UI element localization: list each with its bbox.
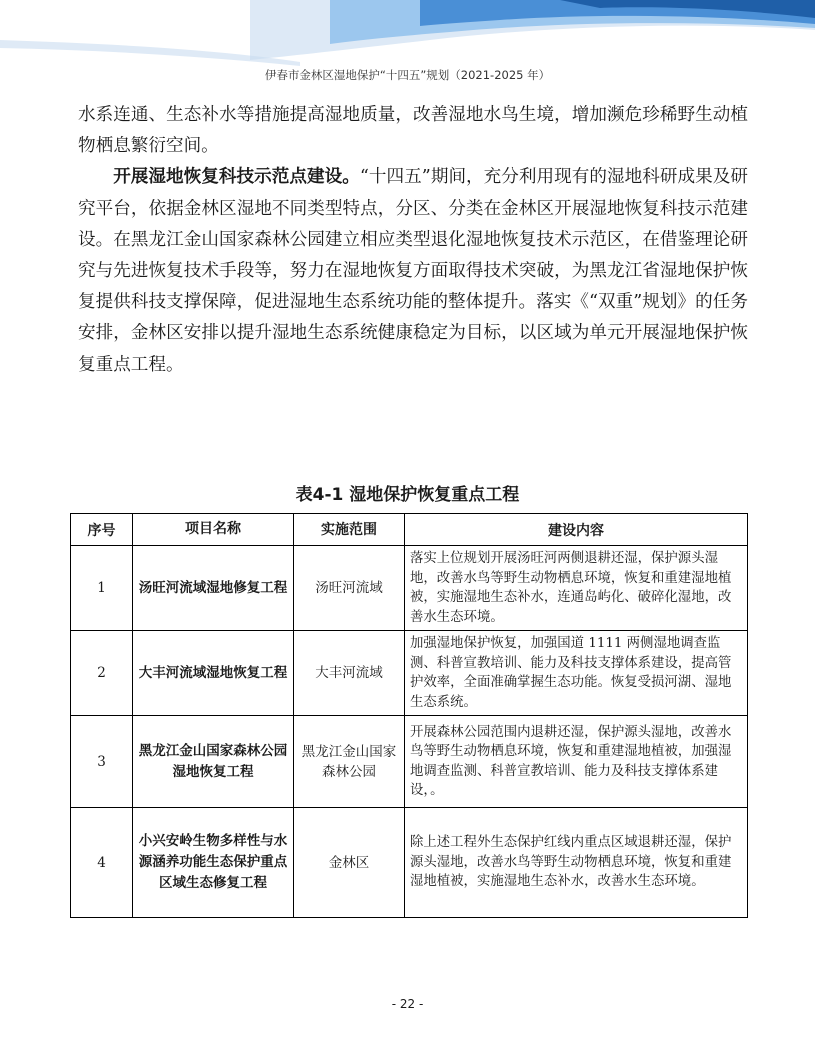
row-index: 4 [71,808,133,918]
table-row [71,546,748,631]
header-content: 建设内容 [405,514,748,546]
row-scope: 汤旺河流域 [294,546,405,631]
row-index: 2 [71,631,133,716]
body-text [78,100,748,381]
page-number: - 22 - [391,997,424,1011]
paragraph-2-lead: 开展湿地恢复科技示范点建设。 [113,167,360,188]
row-content: 开展森林公园范围内退耕还湿，保护源头湿地，改善水鸟等野生动物栖息环境，恢复和重建湿地植被，加强湿地调查监测、科普宣教培训、能力及科技支撑体系建设，。 [405,716,748,808]
paragraph-2 [78,162,748,380]
table-header-row [71,514,748,546]
header-name: 项目名称 [133,514,294,546]
running-header: 伊春市金林区湿地保护“十四五”规划（2021-2025 年） [264,68,551,82]
header-index: 序号 [71,514,133,546]
table-title: 表4-1 湿地保护恢复重点工程 [295,485,520,505]
header-scope: 实施范围 [294,514,405,546]
row-scope: 大丰河流域 [294,631,405,716]
row-scope: 金林区 [294,808,405,918]
table-row [71,716,748,808]
table-row [71,631,748,716]
header-banner [0,0,815,70]
row-scope: 黑龙江金山国家森林公园 [294,716,405,808]
row-content: 除上述工程外生态保护红线内重点区域退耕还湿，保护源头湿地，改善水鸟等野生动物栖息环境，恢复和重建湿地植被，实施湿地生态补水，改善水生态环境。 [405,808,748,918]
row-index: 1 [71,546,133,631]
paragraph-2-body: “十四五”期间，充分利用现有的湿地科研成果及研究平台，依据金林区湿地不同类型特点，分区、分类在金林区开展湿地恢复科技示范建设。在黑龙江金山国家森林公园建立相应类型退化湿地恢复技术示范区，在借鉴理论研究与先进恢复技术手段等，努力在湿地恢复方面取得技术突破，为黑龙江省湿地保护恢复提供科技支撑保障，促进湿地生态系统功能的整体提升。落实《“双重”规划》的任务安排，金林区安排以提升湿地生态系统健康稳定为目标，以区域为单元开展湿地保护恢复重点工程。 [78,167,748,375]
row-name: 小兴安岭生物多样性与水源涵养功能生态保护重点区域生态修复工程 [133,808,294,918]
row-name: 黑龙江金山国家森林公园湿地恢复工程 [133,716,294,808]
table-row [71,808,748,918]
paragraph-1: 水系连通、生态补水等措施提高湿地质量，改善湿地水鸟生境，增加濒危珍稀野生动植物栖息繁衍空间。 [78,105,748,157]
row-name: 汤旺河流域湿地修复工程 [133,546,294,631]
projects-table [70,513,748,918]
row-content: 加强湿地保护恢复，加强国道 1111 两侧湿地调查监测、科普宣教培训、能力及科技支撑体系建设，提高管护效率，全面准确掌握生态功能。恢复受损河湖、湿地生态系统。 [405,631,748,716]
row-name: 大丰河流域湿地恢复工程 [133,631,294,716]
row-index: 3 [71,716,133,808]
row-content: 落实上位规划开展汤旺河两侧退耕还湿，保护源头湿地，改善水鸟等野生动物栖息环境，恢复和重建湿地植被，实施湿地生态补水，连通岛屿化、破碎化湿地，改善水生态环境。 [405,546,748,631]
